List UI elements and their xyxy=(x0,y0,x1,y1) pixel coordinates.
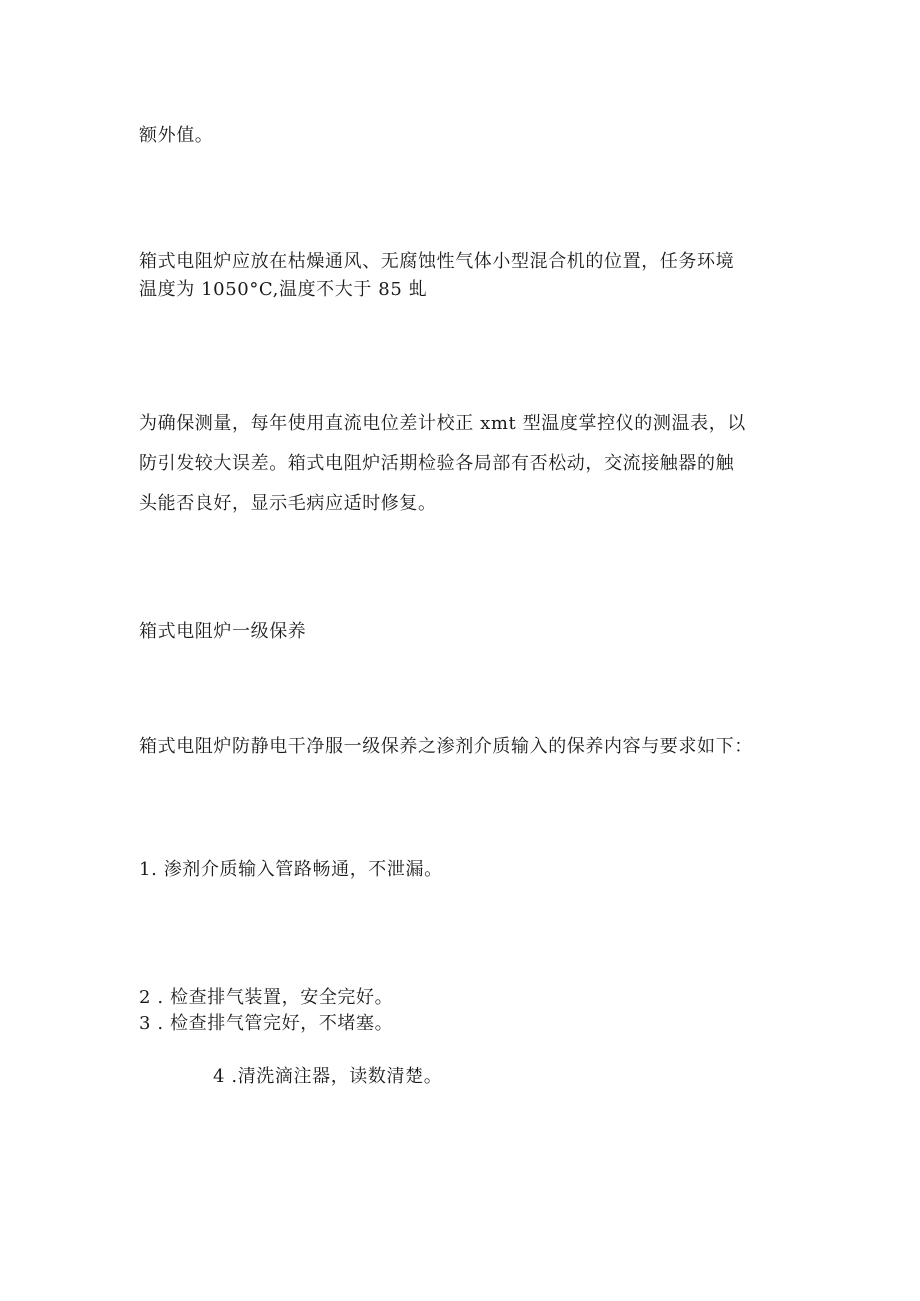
paragraph-line: 防引发较大误差。箱式电阻炉活期检验各局部有否松动，交流接触器的触 xyxy=(139,453,735,474)
list-item xyxy=(213,1063,442,1091)
maintenance-intro: 箱式电阻炉防静电干净服一级保养之渗剂介质输入的保养内容与要求如下： xyxy=(139,736,753,757)
paragraph-line: 温度为 1050°C,温度不大于 85 虬 xyxy=(139,279,428,300)
paragraph-line: 箱式电阻炉应放在枯燥通风、无腐蚀性气体小型混合机的位置，任务环境 xyxy=(139,251,735,272)
list-item-number: 1 xyxy=(139,859,152,880)
list-item-number: 3 xyxy=(139,1013,152,1034)
list-item-text: . 检查排气装置，安全完好。 xyxy=(151,987,394,1008)
paragraph-environment xyxy=(139,240,789,312)
list-item-text: . 检查排气管完好，不堵塞。 xyxy=(151,1013,394,1034)
list-item-text: .清洗滴注器，读数清楚。 xyxy=(225,1066,443,1087)
list-item xyxy=(139,984,393,1012)
paragraph-line: 为确保测量，每年使用直流电位差计校正 xmt 型温度掌控仪的测温表，以 xyxy=(139,413,746,434)
text-line-extra-value: 额外值。 xyxy=(139,125,214,146)
list-item-number: 4 xyxy=(213,1066,226,1087)
list-item-number: 2 xyxy=(139,987,152,1008)
section-heading-maintenance: 箱式电阻炉一级保养 xyxy=(139,621,307,642)
list-item xyxy=(139,1010,393,1038)
list-item-text: . 渗剂介质输入管路畅通，不泄漏。 xyxy=(151,859,443,880)
paragraph-line: 头能否良好，显示毛病应适时修复。 xyxy=(139,493,437,514)
list-item xyxy=(139,856,443,884)
paragraph-calibration xyxy=(139,402,789,526)
